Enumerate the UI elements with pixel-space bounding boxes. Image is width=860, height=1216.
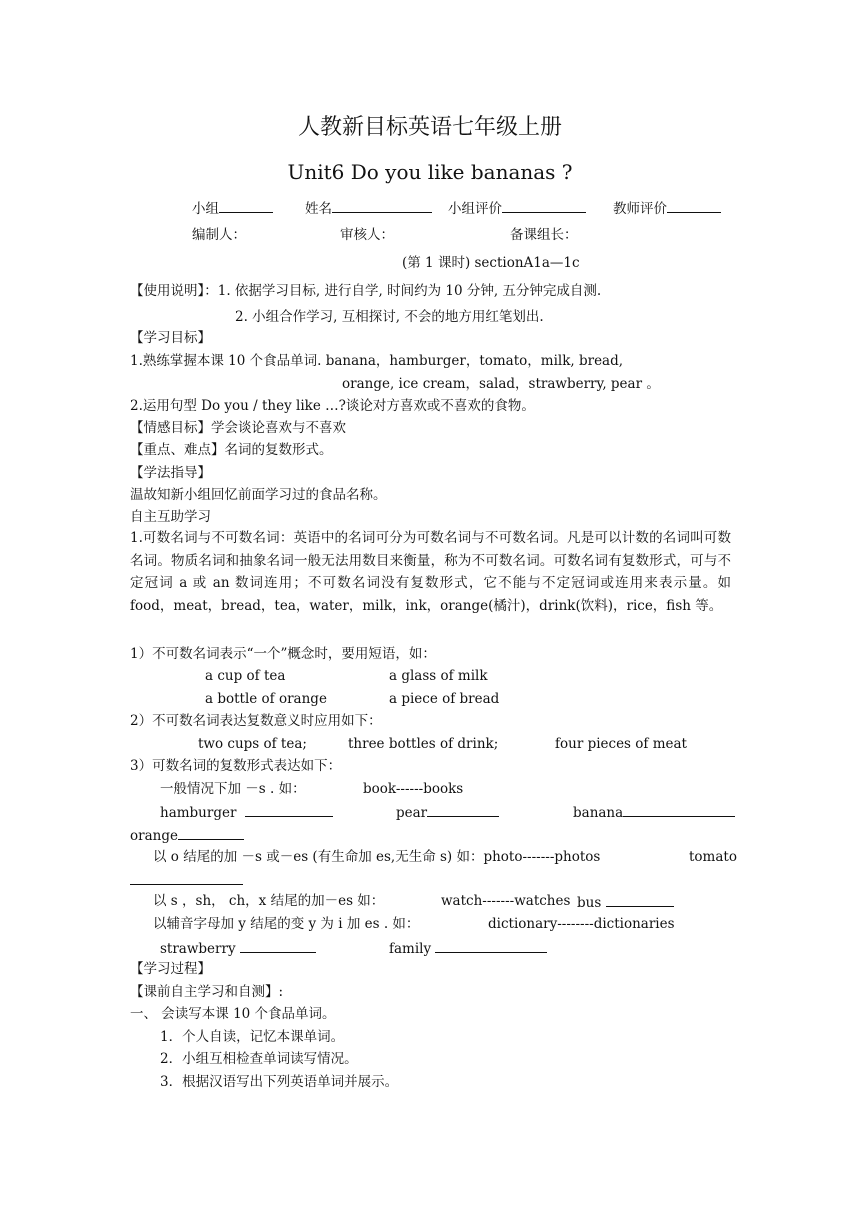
- lesson-label: (第 1 课时) sectionA1a—1c: [402, 255, 580, 271]
- goal-1a: 1.熟练掌握本课 10 个食品单词. banana，hamburger，tomato，milk, bread,: [130, 353, 624, 369]
- teacher-eval-label: 教师评价: [613, 201, 667, 217]
- task-step-1: 1．个人自读，记忆本课单词。: [160, 1029, 345, 1045]
- rule-3-text: 3）可数名词的复数形式表达如下：: [130, 758, 342, 774]
- exercise-family: [389, 938, 547, 958]
- blank-orange[interactable]: [178, 825, 244, 840]
- group-eval-field: [448, 198, 586, 218]
- y-ending-rule: 以辅音字母加 y 结尾的变 y 为 i 加 es . 如：: [153, 916, 420, 932]
- blank-strawberry[interactable]: [240, 938, 316, 953]
- teacher-eval-field: [613, 198, 721, 218]
- countable-explanation: 1.可数名词与不可数名词：英语中的名词可分为可数名词与不可数名词。凡是可以计数的名词叫可数名词。物质名词和抽象名词一般无法用数目来衡量，称为不可数名词。可数名词有复数形式，可与不定冠词 a 或 an 数词连用；不可数名词没有复数形式，它不能与不定冠词或连用来表示量。如 food，meat，bread，tea，water，milk，ink，orange(橘汁)，drink(饮料)，rice，fish 等。: [130, 530, 731, 614]
- exercise-hamburger: [160, 802, 333, 822]
- blank-hamburger[interactable]: [245, 802, 333, 817]
- usage-line-1: 【使用说明】：1. 依据学习目标, 进行自学, 时间约为 10 分钟, 五分钟完成自测.: [130, 283, 602, 299]
- y-ending-example: dictionary--------dictionaries: [488, 916, 675, 932]
- teacher-eval-blank: [667, 198, 721, 213]
- goals-heading: 【学习目标】: [130, 330, 211, 346]
- unit-title: Unit6 Do you like bananas ?: [287, 160, 573, 184]
- process-heading: 【学习过程】: [130, 961, 211, 977]
- exercise-bus: [577, 892, 674, 912]
- name-field: [305, 198, 432, 218]
- name-blank: [332, 198, 432, 213]
- blank-bus[interactable]: [606, 892, 674, 907]
- example-two-cups: two cups of tea;: [198, 736, 307, 752]
- editor-label: 编制人：: [192, 227, 246, 243]
- group-label: 小组: [192, 201, 219, 217]
- example-piece-of-bread: a piece of bread: [389, 691, 500, 707]
- key-points: 【重点、难点】名词的复数形式。: [130, 442, 333, 458]
- pre-class-heading: 【课前自主学习和自测】:: [130, 984, 284, 1000]
- goal-1b: orange, ice cream，salad，strawberry, pear 。: [342, 376, 660, 392]
- example-cup-of-tea: a cup of tea: [205, 668, 286, 684]
- o-ending-rule: 以 o 结尾的加 －s 或－es (有生命加 es,无生命 s) 如：photo-------photos: [153, 849, 601, 865]
- example-four-pieces: four pieces of meat: [555, 736, 687, 752]
- word-tomato: tomato: [689, 849, 737, 865]
- word-bus: bus: [577, 895, 602, 911]
- example-glass-of-milk: a glass of milk: [389, 668, 488, 684]
- exercise-pear: [396, 802, 499, 822]
- exercise-banana: [573, 802, 735, 822]
- self-study-heading: 自主互助学习: [130, 509, 211, 525]
- word-family: family: [389, 941, 432, 957]
- reviewer-label: 审核人：: [340, 227, 394, 243]
- group-field: [192, 198, 273, 218]
- example-bottle-of-orange: a bottle of orange: [205, 691, 327, 707]
- word-hamburger: hamburger: [160, 805, 237, 821]
- example-three-bottles: three bottles of drink;: [348, 736, 499, 752]
- blank-family[interactable]: [435, 938, 547, 953]
- word-strawberry: strawberry: [160, 941, 236, 957]
- blank-banana[interactable]: [623, 802, 735, 817]
- task-heading: 一、 会读写本课 10 个食品单词。: [130, 1006, 336, 1022]
- s-ending-rule: 以 s ，sh， ch，x 结尾的加－es 如：: [153, 893, 385, 909]
- group-blank: [219, 198, 273, 213]
- blank-pear[interactable]: [427, 802, 499, 817]
- goal-2: 2.运用句型 Do you / they like …?谈论对方喜欢或不喜欢的食物。: [130, 398, 535, 414]
- review-line: 温故知新小组回忆前面学习过的食品名称。: [130, 487, 387, 503]
- rule-2-text: 2）不可数名词表达复数意义时应用如下：: [130, 713, 382, 729]
- exercise-strawberry: [160, 938, 316, 958]
- leader-label: 备课组长：: [510, 227, 578, 243]
- general-rule: 一般情况下加 －s . 如：: [160, 781, 306, 797]
- task-step-2: 2．小组互相检查单词读写情况。: [160, 1051, 358, 1067]
- usage-line-2: 2. 小组合作学习, 互相探讨, 不会的地方用红笔划出.: [235, 309, 544, 325]
- page-title: 人教新目标英语七年级上册: [297, 115, 562, 140]
- group-eval-label: 小组评价: [448, 201, 502, 217]
- word-banana: banana: [573, 805, 624, 821]
- emotion-goal: 【情感目标】学会谈论喜欢与不喜欢: [130, 420, 346, 436]
- s-ending-example: watch-------watches: [441, 893, 571, 909]
- exercise-orange: [130, 825, 244, 845]
- blank-tomato-line: [130, 870, 243, 890]
- blank-tomato[interactable]: [130, 870, 243, 885]
- word-orange: orange: [130, 828, 178, 844]
- group-eval-blank: [502, 198, 586, 213]
- task-step-3: 3．根据汉语写出下列英语单词并展示。: [160, 1074, 399, 1090]
- general-example: book------books: [363, 781, 464, 797]
- word-pear: pear: [396, 805, 428, 821]
- method-heading: 【学法指导】: [130, 465, 211, 481]
- name-label: 姓名: [305, 201, 332, 217]
- rule-1-text: 1）不可数名词表示“一个”概念时，要用短语，如：: [130, 646, 436, 662]
